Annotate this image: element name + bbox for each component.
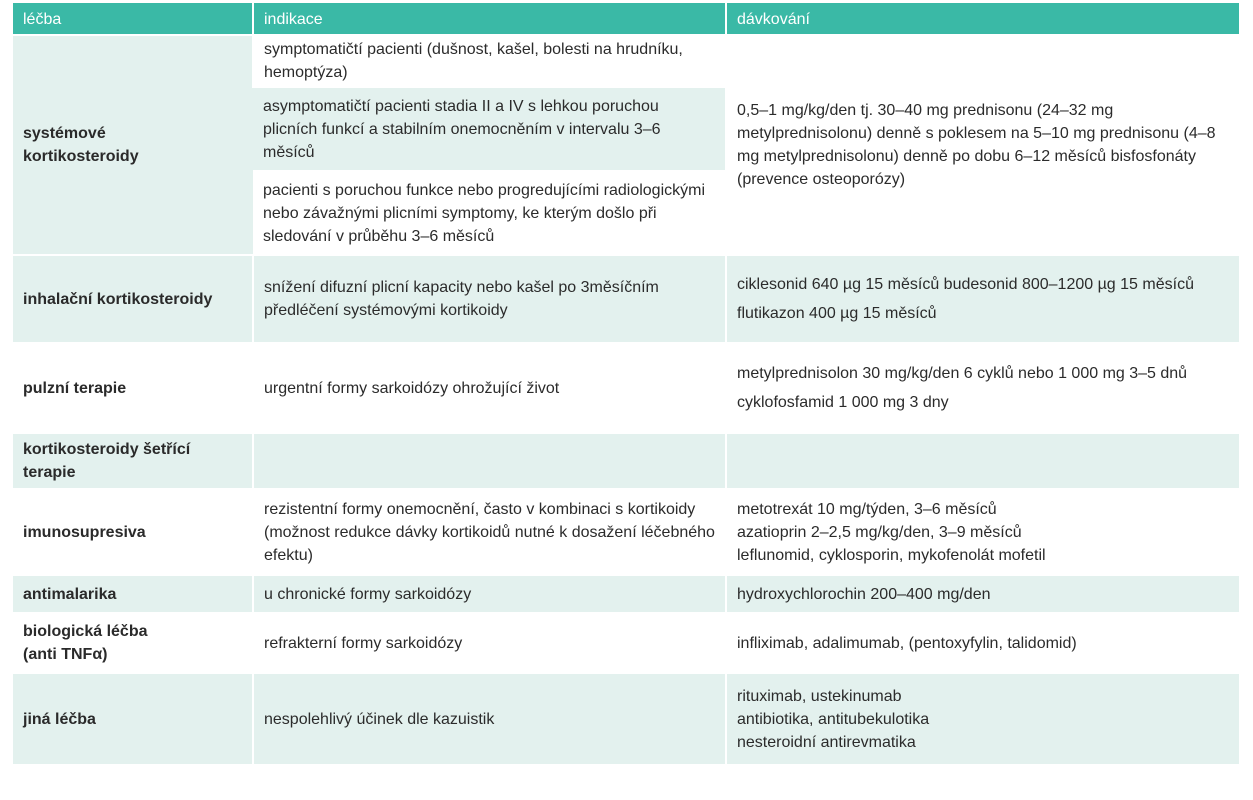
header-dosing: dávkování [726,3,1239,35]
indication-cell: pacienti s poruchou funkce nebo progredujícími radiologickými nebo závažnými plicními symptomy, ke kterým došlo při sledování v průběhu 3–6 měsíců [253,171,726,255]
header-row [13,3,1239,35]
dosing-cell: hydroxychlorochin 200–400 mg/den [726,575,1239,613]
indication-cell: asymptomatičtí pacienti stadia II a IV s lehkou poruchou plicních funkcí a stabilním onemocněním v intervalu 3–6 měsíců [253,87,726,171]
dosing-cell [726,433,1239,489]
indication-cell [253,433,726,489]
table-row [13,673,1239,765]
dosing-cell: infliximab, adalimumab, (pentoxyfylin, talidomid) [726,613,1239,673]
table-row [13,255,1239,343]
indication-cell: rezistentní formy onemocnění, často v kombinaci s kortikoidy (možnost redukce dávky kortikoidů nutné k dosažení léčebného efektu) [253,489,726,575]
treatment-cell: inhalační kortikosteroidy [13,255,253,343]
indication-cell: nespolehlivý účinek dle kazuistik [253,673,726,765]
indication-cell: u chronické formy sarkoidózy [253,575,726,613]
dosing-cell: rituximab, ustekinumab antibiotika, antitubekulotika nesteroidní antirevmatika [726,673,1239,765]
treatment-cell: antimalarika [13,575,253,613]
treatment-cell: jiná léčba [13,673,253,765]
table-row [13,489,1239,575]
dosing-cell: 0,5–1 mg/kg/den tj. 30–40 mg prednisonu (24–32 mg metylprednisolonu) denně s poklesem na 5–10 mg prednisonu (4–8 mg metylprednisolonu) denně po dobu 6–12 měsíců bisfosfonáty (prevence osteoporózy) [726,35,1239,255]
header-treatment: léčba [13,3,253,35]
table-row [13,35,1239,87]
treatment-cell: biologická léčba (anti TNFα) [13,613,253,673]
dosing-cell: ciklesonid 640 µg 15 měsíců budesonid 800–1200 µg 15 měsíců flutikazon 400 µg 15 měsíců [726,255,1239,343]
indication-cell: urgentní formy sarkoidózy ohrožující život [253,343,726,433]
indication-cell: symptomatičtí pacienti (dušnost, kašel, bolesti na hrudníku, hemoptýza) [253,35,726,87]
dosing-cell: metotrexát 10 mg/týden, 3–6 měsíců azatioprin 2–2,5 mg/kg/den, 3–9 měsíců leflunomid, cyklosporin, mykofenolát mofetil [726,489,1239,575]
table-row [13,433,1239,489]
indication-cell: refrakterní formy sarkoidózy [253,613,726,673]
table-row [13,575,1239,613]
treatment-cell: systémové kortikosteroidy [13,35,253,255]
dosing-cell: metylprednisolon 30 mg/kg/den 6 cyklů nebo 1 000 mg 3–5 dnů cyklofosfamid 1 000 mg 3 dny [726,343,1239,433]
table-row [13,343,1239,433]
treatment-cell: imunosupresiva [13,489,253,575]
header-indication: indikace [253,3,726,35]
indication-cell: snížení difuzní plicní kapacity nebo kašel po 3měsíčním předléčení systémovými kortikoidy [253,255,726,343]
treatment-cell: kortikosteroidy šetřící terapie [13,433,253,489]
treatment-cell: pulzní terapie [13,343,253,433]
table-row [13,613,1239,673]
treatment-table [13,3,1239,766]
